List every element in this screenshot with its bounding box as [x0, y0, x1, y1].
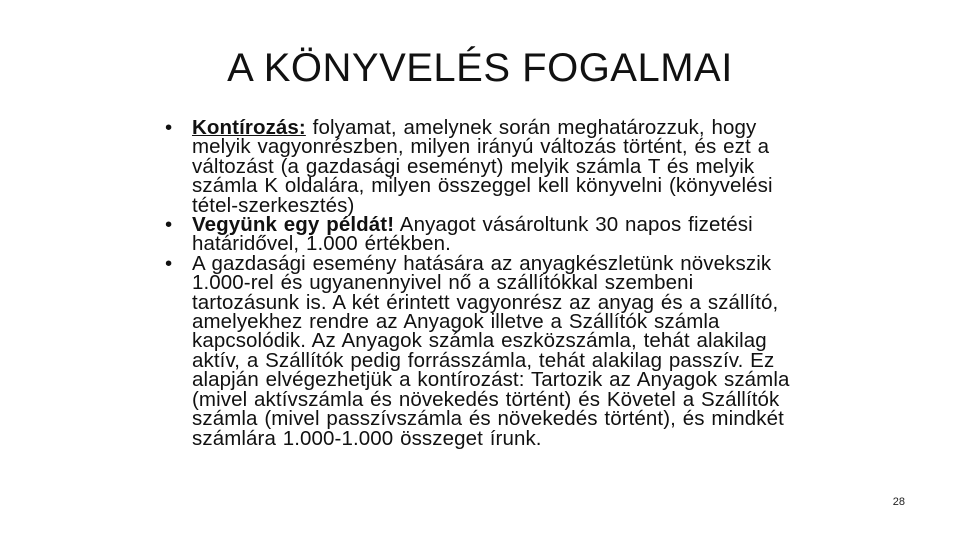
bullet-text-kontirozas: folyamat, amelynek során meghatározzuk, hogy melyik vagyonrészben, milyen irányú változás történt, és ezt a változást (a gazdasági eseményt) melyik számla T és melyik számla K oldalára, milyen összeggel kell könyvelni (könyvelési tétel-szerkesztés) [192, 116, 773, 217]
bullet-text-example: Anyagot vásároltunk 30 napos fizetési határidővel, 1.000 értékben. [192, 213, 753, 256]
term-example: Vegyünk egy példát! [192, 213, 395, 237]
bullet-list [165, 118, 805, 448]
bullet-icon: • [165, 251, 173, 275]
bullet-item-example [165, 215, 805, 254]
bullet-icon: • [165, 213, 173, 237]
bullet-icon: • [165, 116, 173, 139]
page-number: 28 [892, 496, 905, 508]
slide-title: A KÖNYVELÉS FOGALMAI [227, 46, 733, 90]
bullet-text-explanation: A gazdasági esemény hatására az anyagkészletünk növekszik 1.000-rel és ugyanennyivel nő a szállítókkal szembeni tartozásunk is. A két érintett vagyonrész az anyag és a szállító, amelyekhez rendre az Anyagok illetve a Szállítók számla kapcsolódik. Az Anyagok számla eszközszámla, tehát alakilag aktív, a Szállítók pedig forrásszámla, tehát alakilag passzív. Ez alapján elvégezhetjük a kontírozást: Tartozik az Anyagok számla (mivel aktívszámla és növekedés történt) és Követel a Szállítók számla (mivel passzívszámla és növekedés történt), és mindkét számlára 1.000-1.000 összeget írunk. [192, 251, 790, 450]
bullet-item-kontirozas [165, 118, 805, 215]
term-kontirozas: Kontírozás: [192, 116, 306, 139]
bullet-item-explanation [165, 251, 805, 450]
